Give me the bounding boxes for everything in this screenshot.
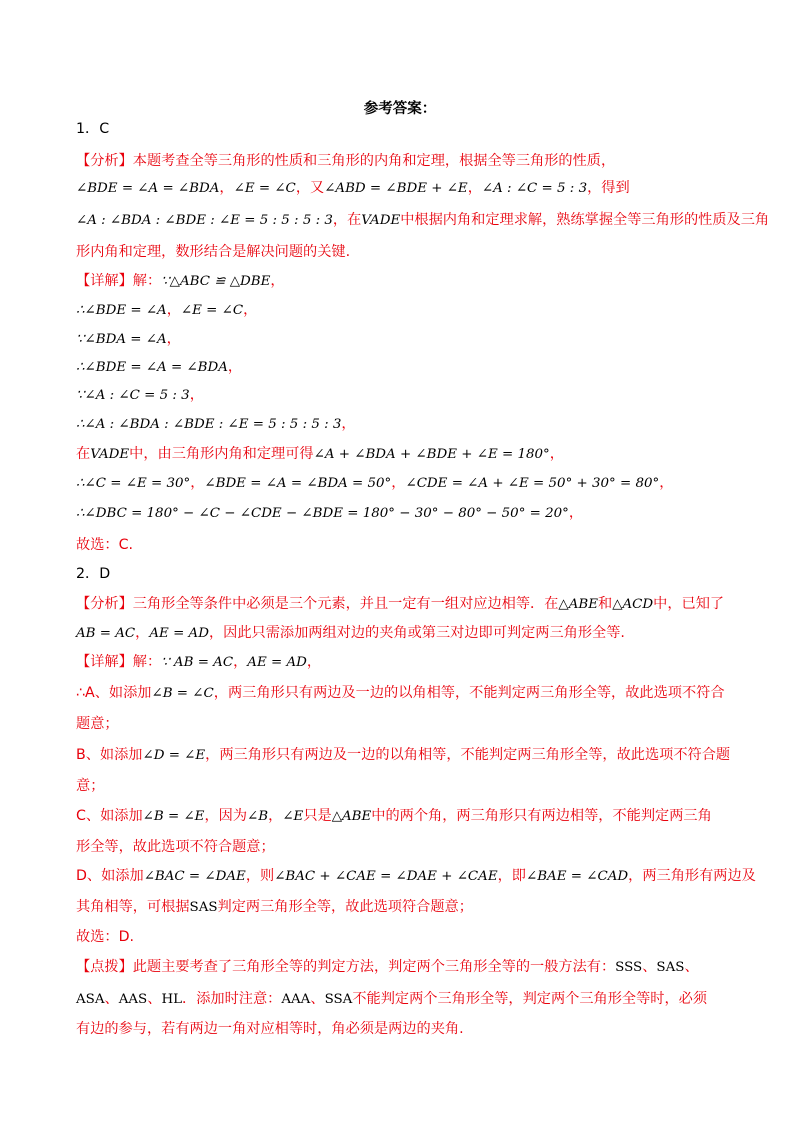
math-expression: SSA [324, 992, 353, 1007]
text-segment: ∴A、如添加 [76, 685, 152, 701]
q1-number: 1．C [76, 121, 110, 137]
text-segment: ，即 [497, 868, 526, 884]
text-segment: B、如添加 [76, 747, 143, 763]
q1-detail-line-3 [76, 328, 181, 351]
text-segment: 中，已知了 [653, 596, 725, 612]
q2-option-d-line-2 [76, 896, 473, 919]
q1-detail-line-8 [76, 472, 673, 495]
text-segment: 中的两个角，两三角形只有两边相等，不能判定两三角 [371, 808, 712, 824]
math-expression: ∠D = ∠E [142, 748, 206, 763]
math-expression: ∠B = ∠E [142, 809, 205, 824]
math-expression: ASA [76, 992, 105, 1007]
text-segment: 、 [147, 991, 162, 1007]
math-expression: ∠BDE = ∠A = ∠BDA = 50° [204, 476, 392, 491]
math-expression: AAS [118, 992, 148, 1007]
math-expression: △ABE [331, 809, 372, 824]
q1-detail-line-5 [76, 384, 204, 407]
text-segment: ．添加时注意： [182, 991, 282, 1007]
q1-detail-line-9 [76, 502, 583, 525]
text-segment: ，得到 [587, 180, 630, 196]
q1-analysis-line-3 [76, 209, 769, 232]
math-expression: ∠BAE = ∠CAD [526, 869, 629, 884]
text-segment: ， [568, 505, 584, 521]
text-segment: ， [219, 180, 234, 196]
text-segment: 三角形全等条件中必须是三个元素，并且一定有一组对应边相等．在 [132, 596, 559, 612]
math-expression: SAS [189, 900, 218, 915]
text-segment: 其角相等，可根据 [76, 899, 190, 915]
text-segment: ，两三角形只有两边及一边的以角相等，不能判定两三角形全等，故此选项不符合 [213, 685, 725, 701]
text-segment: ， [268, 808, 283, 824]
text-segment: ， [243, 302, 258, 318]
math-expression: ∠B [247, 809, 269, 824]
q2-tip-line-2 [76, 988, 707, 1011]
q2-tip-line-1 [76, 956, 699, 979]
q2-number: 2．D [76, 566, 111, 582]
text-segment: ，则 [245, 868, 275, 884]
text-segment: 不能判定两个三角形全等，判定两个三角形全等时，必须 [352, 991, 708, 1007]
text-segment: ，因为 [204, 808, 248, 824]
text-segment: ， [270, 273, 285, 289]
text-segment: ， [659, 475, 674, 491]
math-expression: SAS [656, 960, 685, 975]
text-segment: ， [166, 331, 181, 347]
q2-option-a-line-2: 题意； [76, 716, 119, 732]
q2-analysis-line-2 [76, 622, 625, 645]
q1-detail-line-4 [76, 356, 242, 379]
math-expression: ∴∠DBC = 180° − ∠C − ∠CDE − ∠BDE = 180° − 30° − 80° − 50° = 20° [76, 506, 569, 521]
text-segment: ， [166, 302, 181, 318]
q1-analysis-tag: 【分析】 [76, 153, 133, 169]
text-segment: 、 [310, 991, 325, 1007]
math-expression: ∠BDE = ∠A = ∠BDA [76, 181, 220, 196]
q2-option-c-line-2: 形全等，故此选项不符合题意； [76, 839, 275, 855]
math-expression: ∠BAC + ∠CAE = ∠DAE + ∠CAE [274, 869, 498, 884]
math-expression: SSS [615, 960, 643, 975]
text-segment: 解： [132, 273, 162, 289]
math-expression: ∴∠BDE = ∠A [76, 303, 167, 318]
math-expression: ∠E [282, 809, 304, 824]
math-expression: ∵∠BDA = ∠A [76, 332, 167, 347]
text-segment: ， [549, 446, 564, 462]
q1-detail-line-1 [76, 270, 285, 293]
text-segment: ， [391, 475, 406, 491]
q2-option-d-line-1 [76, 865, 756, 888]
text-segment: 中，由三角形内角和定理可得 [129, 446, 314, 462]
text-segment: ， [189, 387, 204, 403]
text-segment: 、 [104, 991, 119, 1007]
text-segment: ， [190, 475, 205, 491]
text-segment: D、如添加 [76, 868, 144, 884]
math-expression: ∠E = ∠C [233, 181, 296, 196]
q2-analysis-line-1 [76, 593, 724, 616]
text-segment: 解： [132, 654, 162, 670]
math-expression: VADE [361, 213, 401, 228]
text-segment: ， [135, 625, 150, 641]
math-expression: ∠E = ∠C [180, 303, 244, 318]
text-segment: ， [233, 654, 248, 670]
math-expression: AE = AD [149, 626, 209, 641]
text-segment: 此题主要考查了三角形全等的判定方法，判定两个三角形全等的一般方法有： [132, 959, 616, 975]
q1-detail-line-6 [76, 413, 356, 436]
q1-analysis-line-2 [76, 177, 630, 200]
math-expression: ∠A : ∠C = 5 : 3 [481, 181, 588, 196]
math-expression: AAA [281, 992, 311, 1007]
page-title: 参考答案： [363, 101, 437, 117]
q1-analysis-line-1 [76, 150, 615, 172]
text-segment: 、 [684, 959, 699, 975]
q1-analysis-text: 本题考查全等三角形的性质和三角形的内角和定理，根据全等三角形的性质， [132, 153, 616, 169]
math-expression: ∠B = ∠C [151, 686, 214, 701]
text-segment: 和 [598, 596, 613, 612]
q2-option-c-line-1 [76, 805, 712, 828]
math-expression: ∠A + ∠BDA + ∠BDE + ∠E = 180° [313, 447, 550, 462]
math-expression: ∵△ABC ≌ △DBE [161, 274, 271, 289]
q2-option-b-line-1 [76, 744, 730, 767]
q2-option-b-line-2: 意； [76, 778, 105, 794]
text-segment: 在 [76, 446, 91, 462]
q2-option-a-line-1 [76, 682, 725, 705]
math-expression: ∵ AB = AC [161, 655, 234, 670]
q1-detail-line-2 [76, 299, 257, 322]
q1-detail-line-7 [76, 443, 564, 466]
text-segment: ， [341, 416, 356, 432]
text-segment: ， [467, 180, 482, 196]
text-segment: 、 [642, 959, 657, 975]
q2-answer: 故选：D. [76, 929, 134, 945]
text-segment: 中根据内角和定理求解，熟练掌握全等三角形的性质及三角 [400, 212, 770, 228]
text-segment: 判定两三角形全等，故此选项符合题意； [217, 899, 473, 915]
math-expression: △ABE [558, 597, 598, 612]
math-expression: ∠ABD = ∠BDE + ∠E [324, 181, 468, 196]
math-expression: ∠CDE = ∠A + ∠E = 50° + 30° = 80° [405, 476, 660, 491]
text-segment: C、如添加 [76, 808, 143, 824]
text-segment: ， [306, 654, 322, 670]
q2-detail-line-1 [76, 651, 321, 674]
math-expression: ∴∠C = ∠E = 30° [76, 476, 191, 491]
q1-detail-tag: 【详解】 [76, 273, 133, 289]
text-segment: ，在 [332, 212, 362, 228]
math-expression: ∠BAC = ∠DAE [143, 869, 246, 884]
text-segment: ，两三角形有两边及 [628, 868, 756, 884]
text-segment: ，两三角形只有两边及一边的以角相等，不能判定两三角形全等，故此选项不符合题 [205, 747, 731, 763]
math-expression: HL [161, 992, 183, 1007]
q1-analysis-line-4: 形内角和定理，数形结合是解决问题的关键. [76, 244, 351, 260]
text-segment: ， [227, 359, 243, 375]
q2-tip-tag: 【点拨】 [76, 959, 133, 975]
math-expression: AB = AC [76, 626, 136, 641]
math-expression: ∠A : ∠BDA : ∠BDE : ∠E = 5 : 5 : 5 : 3 [76, 213, 333, 228]
math-expression: VADE [90, 447, 130, 462]
math-expression: △ACD [612, 597, 654, 612]
math-expression: AE = AD [247, 655, 307, 670]
text-segment: 只是 [303, 808, 332, 824]
q2-detail-tag: 【详解】 [76, 654, 133, 670]
q1-answer: 故选：C. [76, 537, 133, 553]
math-expression: ∴∠BDE = ∠A = ∠BDA [76, 360, 228, 375]
q2-analysis-tag: 【分析】 [76, 596, 133, 612]
math-expression: ∴∠A : ∠BDA : ∠BDE : ∠E = 5 : 5 : 5 : 3 [76, 417, 342, 432]
text-segment: ，因此只需添加两组对边的夹角或第三对边即可判定两三角形全等. [208, 625, 625, 641]
q2-tip-line-3: 有边的参与，若有两边一角对应相等时，角必须是两边的夹角. [76, 1021, 464, 1037]
text-segment: ，又 [295, 180, 325, 196]
math-expression: ∵∠A : ∠C = 5 : 3 [76, 388, 190, 403]
